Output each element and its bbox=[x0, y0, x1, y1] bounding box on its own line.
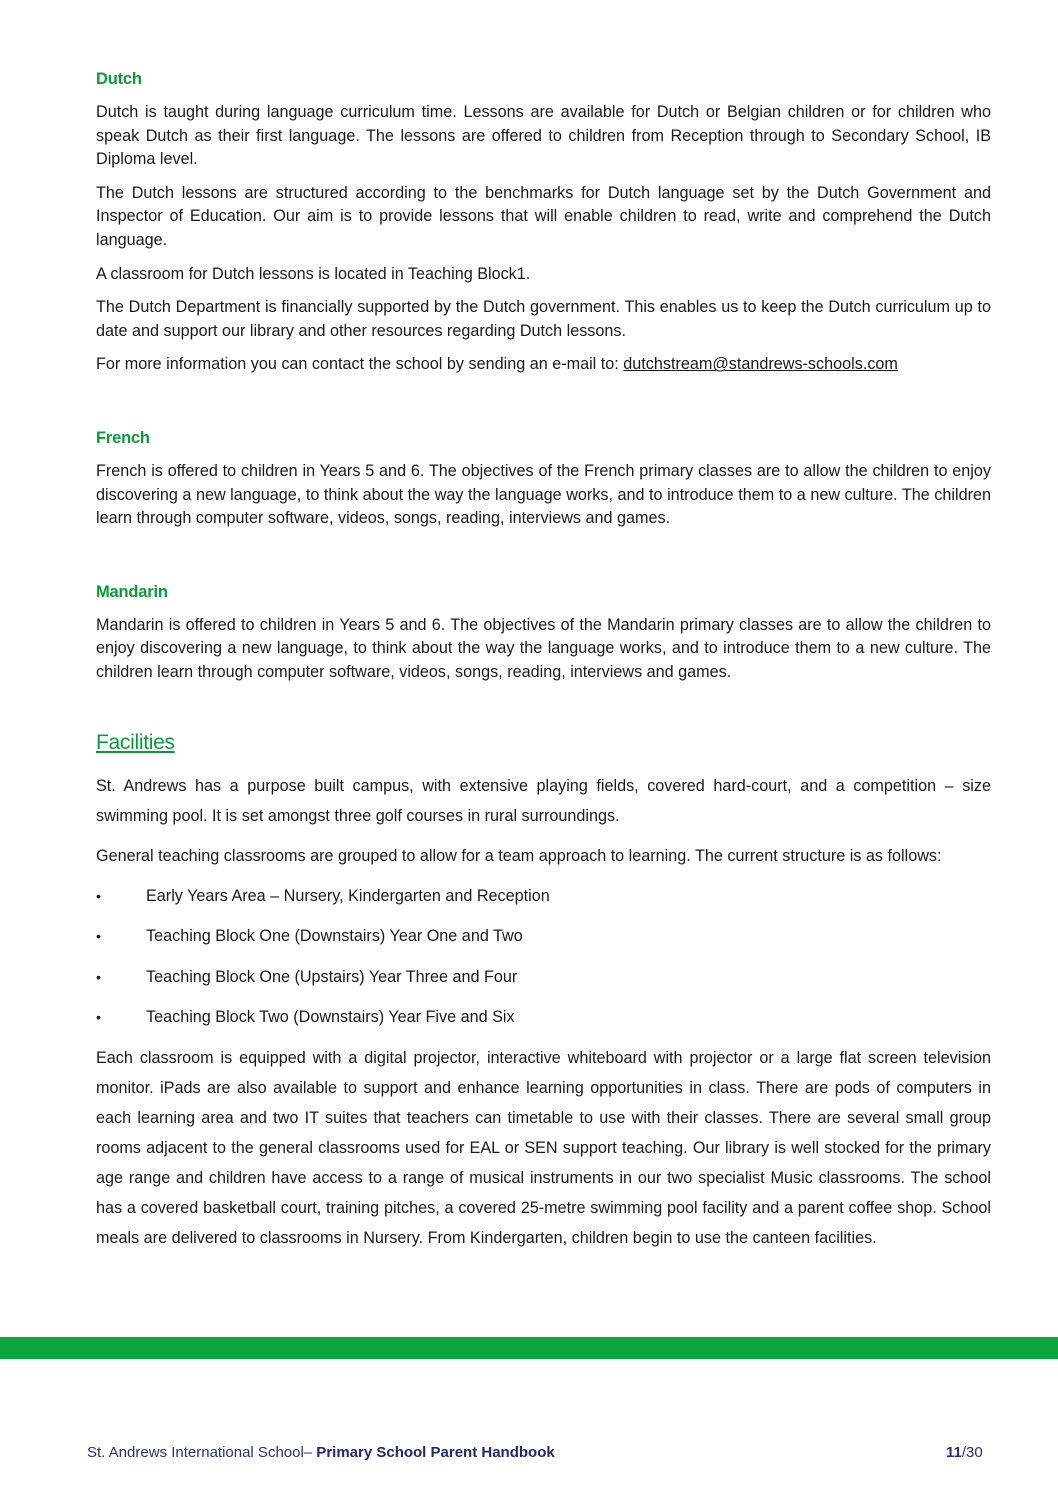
mandarin-paragraph: Mandarin is offered to children in Years 5 and 6. The objectives of the Mandarin primary classes are to allow the children to enjoy discovering a new language, to think about the way the language works, and to introduce them to a new culture. The children learn through computer software, videos, songs, reading, interviews and games. bbox=[96, 615, 991, 681]
classroom-structure-list bbox=[96, 881, 991, 1033]
mandarin-section bbox=[96, 583, 991, 685]
contact-text: For more information you can contact the school by sending an e-mail to: bbox=[96, 355, 624, 374]
dutch-email-link[interactable]: dutchstream@standrews-schools.com bbox=[623, 355, 898, 374]
footer-title bbox=[87, 1444, 555, 1461]
mandarin-heading: Mandarin bbox=[96, 582, 168, 601]
footer-school-name: St. Andrews International School– bbox=[87, 1444, 313, 1461]
dutch-section bbox=[96, 70, 991, 377]
section-spacer bbox=[96, 695, 991, 731]
dutch-paragraph-2: The Dutch lessons are structured according to the benchmarks for Dutch language set by the Dutch Government and Inspector of Education. Our aim is to provide lessons that will enable children to read, write and comprehend the Dutch language. bbox=[96, 183, 991, 249]
list-item-text: Teaching Block One (Downstairs) Year One and Two bbox=[146, 927, 523, 945]
footer-green-bar bbox=[0, 1337, 1058, 1359]
facilities-section bbox=[96, 731, 991, 1253]
french-heading: French bbox=[96, 428, 150, 447]
list-item bbox=[96, 1002, 991, 1033]
facilities-paragraph-3: Each classroom is equipped with a digital projector, interactive whiteboard with projector or a large flat screen television monitor. iPads are also available to support and enhance learning opportunities in class. There are pods of computers in each learning area and two IT suites that teachers can timetable to use with their classes. There are several small group rooms adjacent to the general classrooms used for EAL or SEN support teaching. Our library is well stocked for the primary age range and children have access to a range of musical instruments in our two specialist Music classrooms. The school has a covered basketball court, training pitches, a covered 25-metre swimming pool facility and a parent coffee shop. School meals are delivered to classrooms in Nursery. From Kindergarten, children begin to use the canteen facilities. bbox=[96, 1048, 991, 1247]
bullet-icon: • bbox=[96, 968, 101, 985]
list-item-text: Early Years Area – Nursery, Kindergarten and Reception bbox=[146, 886, 550, 905]
footer-handbook-title: Primary School Parent Handbook bbox=[312, 1444, 555, 1461]
facilities-heading: Facilities bbox=[96, 730, 175, 754]
french-section bbox=[96, 429, 991, 531]
dutch-heading: Dutch bbox=[96, 70, 142, 88]
list-item-text: Teaching Block One (Upstairs) Year Three and Four bbox=[146, 967, 518, 986]
section-spacer bbox=[96, 387, 991, 429]
list-item bbox=[96, 962, 991, 993]
list-item bbox=[96, 881, 991, 912]
list-item-text: Teaching Block Two (Downstairs) Year Five and Six bbox=[146, 1008, 515, 1026]
bullet-icon: • bbox=[96, 928, 101, 944]
french-paragraph: French is offered to children in Years 5 and 6. The objectives of the French primary classes are to allow the children to enjoy discovering a new language, to think about the way the language works, and to introduce them to a new culture. The children learn through computer software, videos, songs, reading, interviews and games. bbox=[96, 461, 991, 528]
facilities-paragraph-1: St. Andrews has a purpose built campus, with extensive playing fields, covered hard-court, and a competition – size swimming pool. It is set amongst three golf courses in rural surroundings. bbox=[96, 776, 991, 825]
page-current: 11 bbox=[946, 1444, 962, 1461]
bullet-icon: • bbox=[96, 887, 101, 904]
bullet-icon: • bbox=[96, 1009, 101, 1025]
dutch-contact-paragraph bbox=[96, 353, 991, 377]
page-number bbox=[946, 1444, 983, 1461]
dutch-paragraph-1: Dutch is taught during language curriculum time. Lessons are available for Dutch or Belgian children or for children who speak Dutch as their first language. The lessons are offered to children from Reception through to Secondary School, IB Diploma level. bbox=[96, 103, 991, 169]
section-spacer bbox=[96, 541, 991, 583]
page-total: /30 bbox=[961, 1444, 983, 1461]
dutch-paragraph-4: The Dutch Department is financially supported by the Dutch government. This enables us to keep the Dutch curriculum up to date and support our library and other resources regarding Dutch lessons. bbox=[96, 298, 991, 340]
list-item bbox=[96, 921, 991, 952]
page-content bbox=[96, 70, 991, 1263]
facilities-paragraph-2: General teaching classrooms are grouped to allow for a team approach to learning. The current structure is as follows: bbox=[96, 846, 942, 865]
dutch-paragraph-3: A classroom for Dutch lessons is located in Teaching Block1. bbox=[96, 264, 531, 283]
